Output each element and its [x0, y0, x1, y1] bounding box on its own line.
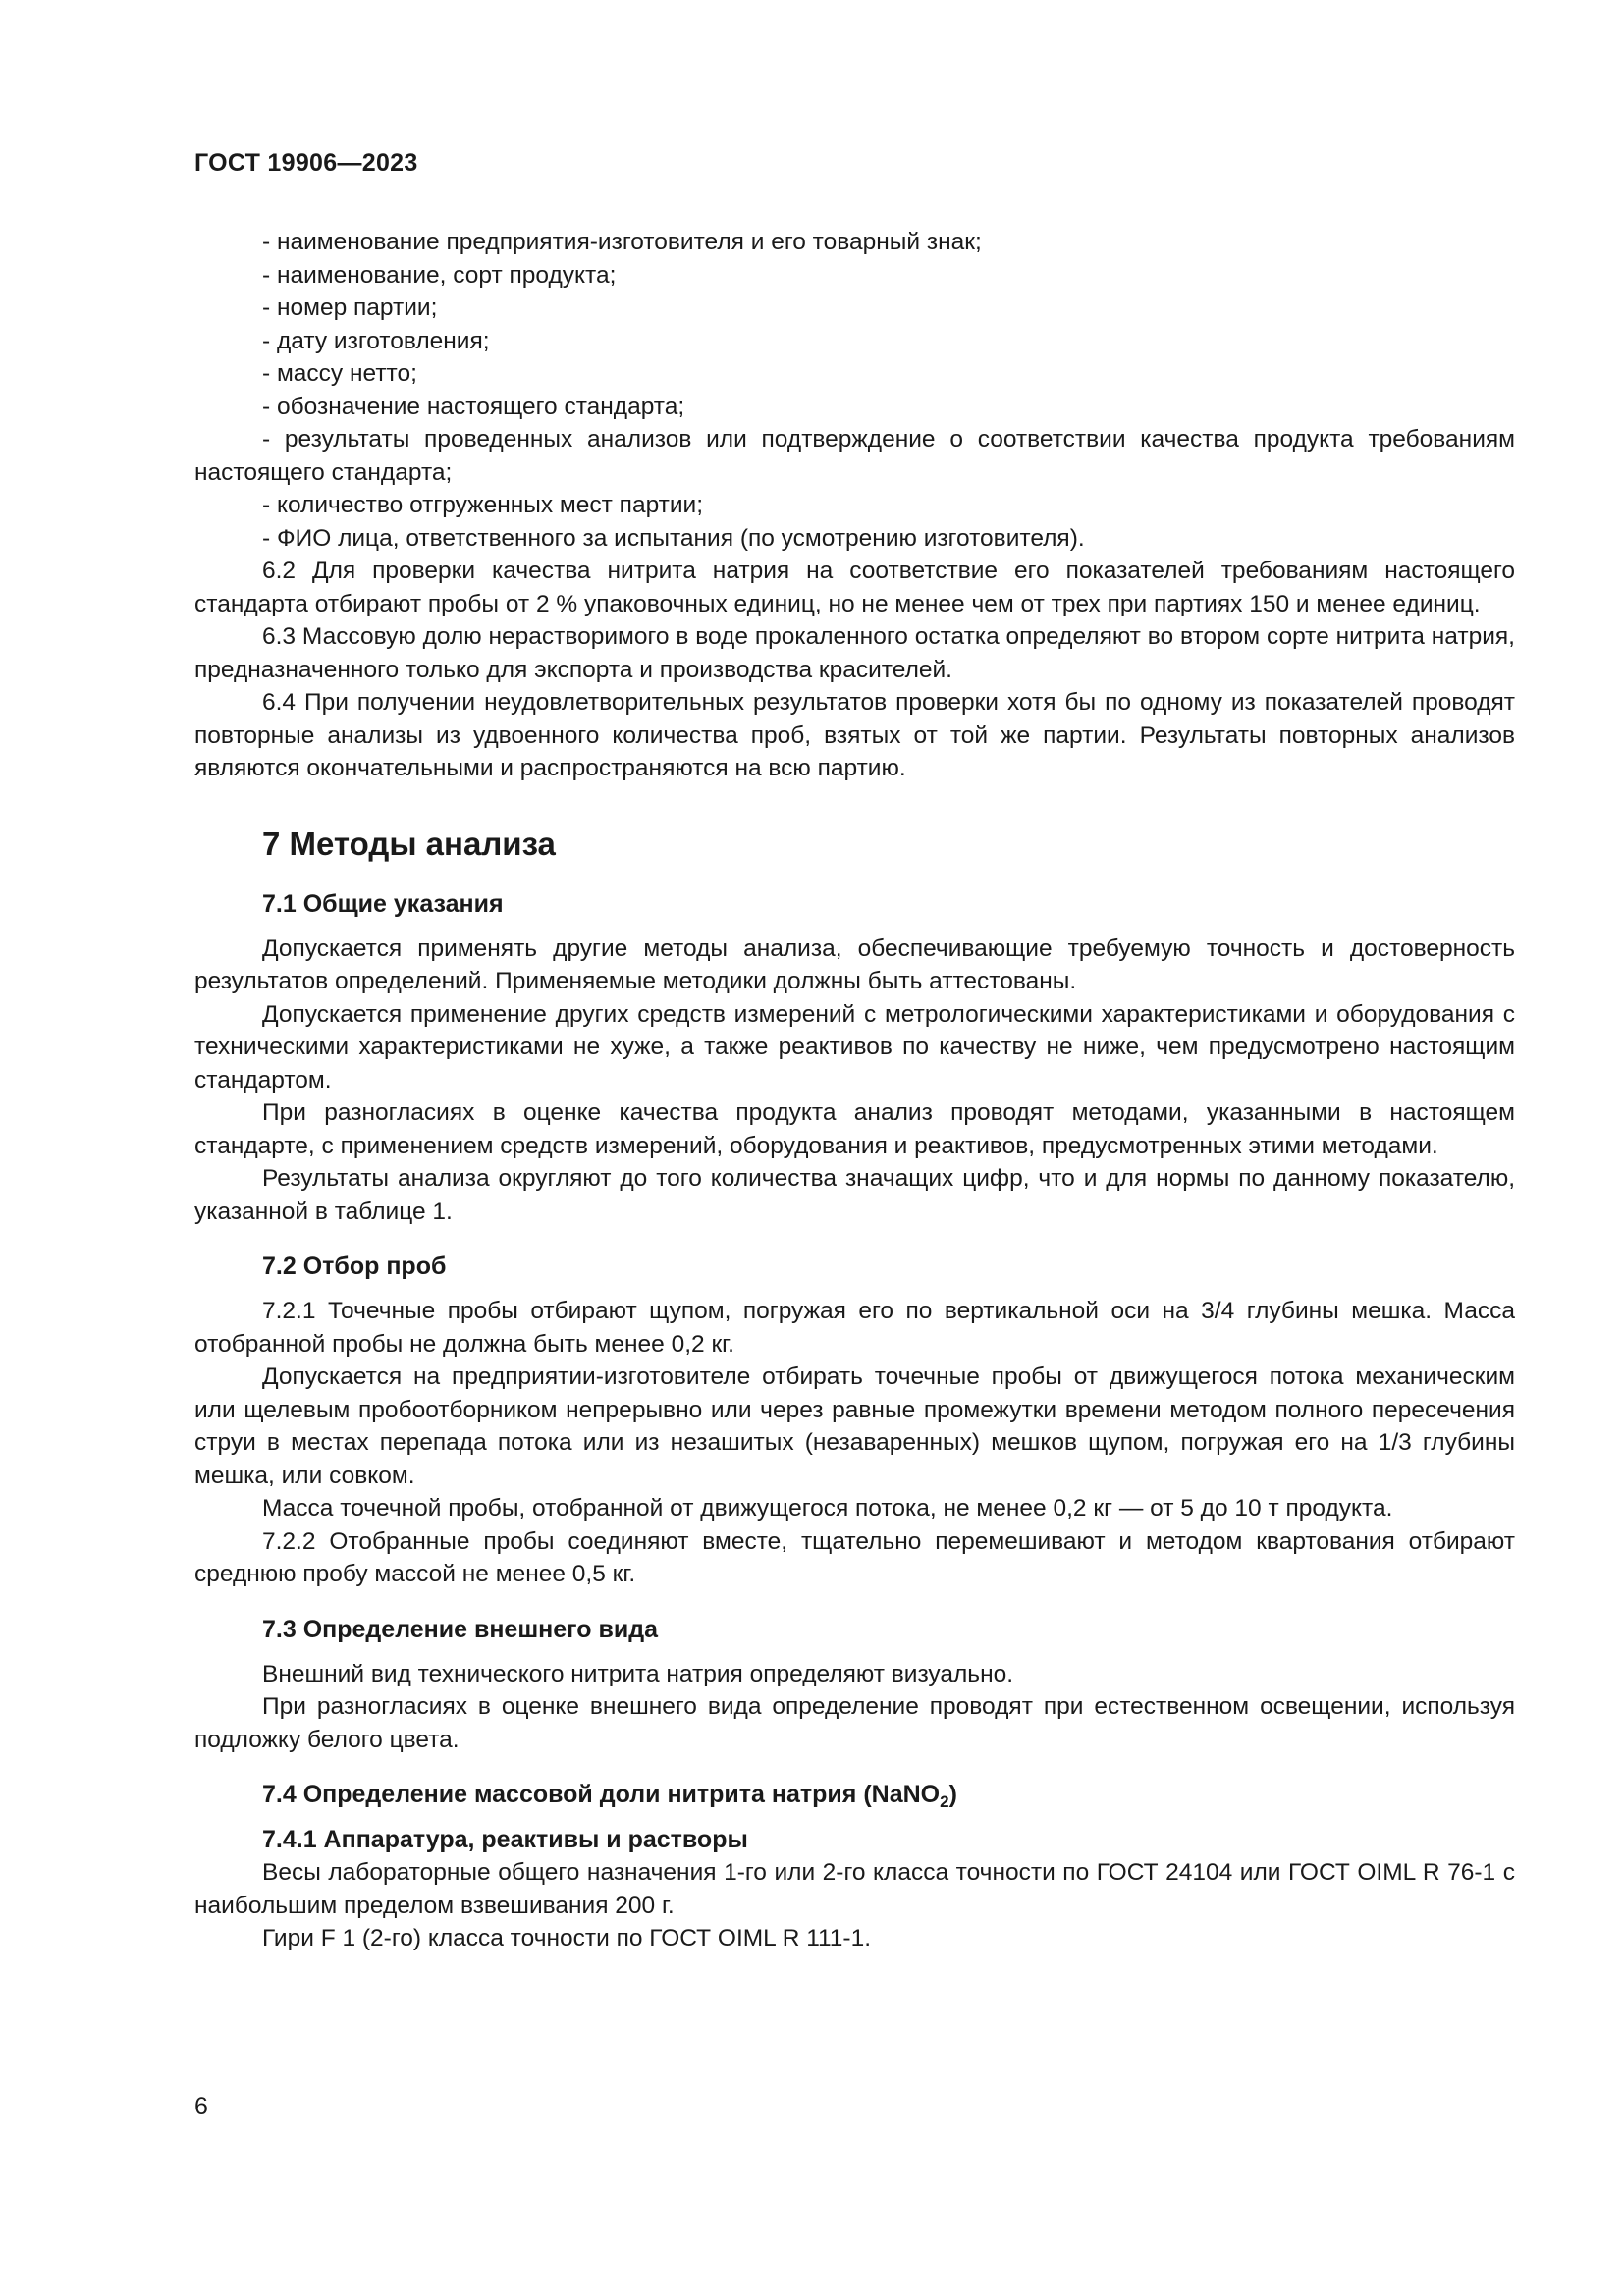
list-item: - наименование предприятия-изготовителя и его товарный знак;	[262, 229, 982, 255]
subsection-7-4-1-heading: 7.4.1 Аппаратура, реактивы и растворы	[262, 1826, 748, 1853]
paragraph: 7.2.1 Точечные пробы отбирают щупом, погружая его по вертикальной оси на 3/4 глубины мешка. Масса отобранной пробы не должна быть менее 0,2 кг.	[194, 1298, 1515, 1358]
clause-6-2: 6.2 Для проверки качества нитрита натрия на соответствие его показателей требованиям настоящего стандарта отбирают пробы от 2 % упаковочных единиц, но не менее чем от трех при партиях 150 и менее единиц.	[194, 558, 1515, 617]
paragraph: Допускается применение других средств измерений с метрологическими характеристиками и оборудования с техническими характеристиками не хуже, а также реактивов по качеству не ниже, чем предусмотрено настоящим стандартом.	[194, 1000, 1515, 1094]
page-number: 6	[194, 2093, 208, 2120]
subsection-7-1-heading: 7.1 Общие указания	[262, 889, 504, 918]
paragraph: При разногласиях в оценке внешнего вида определение проводят при естественном освещении, используя подложку белого цвета.	[194, 1693, 1515, 1753]
list-item: - наименование, сорт продукта;	[262, 261, 617, 289]
subscript-2: 2	[940, 1792, 949, 1811]
section-7-heading: 7 Методы анализа	[262, 825, 556, 862]
paragraph: Гири F 1 (2-го) класса точности по ГОСТ OIML R 111-1.	[262, 1925, 872, 1951]
paragraph: При разногласиях в оценке качества продукта анализ проводят методами, указанными в настоящем стандарте, с применением средств измерений, оборудования и реактивов, предусмотренных этими методами.	[194, 1099, 1515, 1159]
clause-6-3: 6.3 Массовую долю нерастворимого в воде прокаленного остатка определяют во втором сорте нитрита натрия, предназначенного только для экспорта и производства красителей.	[194, 623, 1515, 683]
list-item: - номер партии;	[262, 294, 438, 321]
list-item: - обозначение настоящего стандарта;	[262, 393, 685, 420]
list-item: - количество отгруженных мест партии;	[262, 492, 704, 518]
subsection-7-2-heading: 7.2 Отбор проб	[262, 1253, 447, 1280]
paragraph: Результаты анализа округляют до того количества значащих цифр, что и для нормы по данному показателю, указанной в таблице 1.	[194, 1165, 1515, 1225]
document-header: ГОСТ 19906—2023	[194, 149, 418, 177]
paragraph: Внешний вид технического нитрита натрия определяют визуально.	[262, 1660, 1014, 1687]
list-item: - массу нетто;	[262, 360, 417, 387]
heading-text: 7.4 Определение массовой доли нитрита натрия (NaNO	[262, 1781, 941, 1808]
paragraph: Весы лабораторные общего назначения 1-го или 2-го класса точности по ГОСТ 24104 или ГОСТ OIML R 76-1 с наибольшим пределом взвешивания 200 г.	[194, 1859, 1515, 1919]
paragraph: Масса точечной пробы, отобранной от движущегося потока, не менее 0,2 кг — от 5 до 10 т продукта.	[262, 1495, 1393, 1522]
clause-6-4: 6.4 При получении неудовлетворительных результатов проверки хотя бы по одному из показателей проводят повторные анализы из удвоенного количества проб, взятых от той же партии. Результаты повторных анализов являются окончательными и распространяются на всю партию.	[194, 689, 1515, 781]
page-content	[194, 226, 1515, 1955]
paragraph: Допускается на предприятии-изготовителе отбирать точечные пробы от движущегося потока механическим или щелевым пробоотборником непрерывно или через равные промежутки времени методом полного пересечения струи в местах перепада потока или из незашитых (незаваренных) мешков щупом, погружая его на 1/3 глубины мешка, или совком.	[194, 1363, 1515, 1489]
paragraph: 7.2.2 Отобранные пробы соединяют вместе, тщательно перемешивают и методом квартования отбирают среднюю пробу массой не менее 0,5 кг.	[194, 1527, 1515, 1587]
paragraph: Допускается применять другие методы анализа, обеспечивающие требуемую точность и достоверность результатов определений. Применяемые методики должны быть аттестованы.	[194, 934, 1515, 994]
heading-close: )	[948, 1781, 957, 1808]
list-item: - ФИО лица, ответственного за испытания (по усмотрению изготовителя).	[262, 524, 1085, 552]
list-item: - результаты проведенных анализов или подтверждение о соответствии качества продукта требованиям настоящего стандарта;	[194, 426, 1515, 486]
subsection-7-4-heading	[194, 1778, 1515, 1811]
subsection-7-3-heading: 7.3 Определение внешнего вида	[262, 1615, 658, 1643]
list-item: - дату изготовления;	[262, 327, 490, 354]
